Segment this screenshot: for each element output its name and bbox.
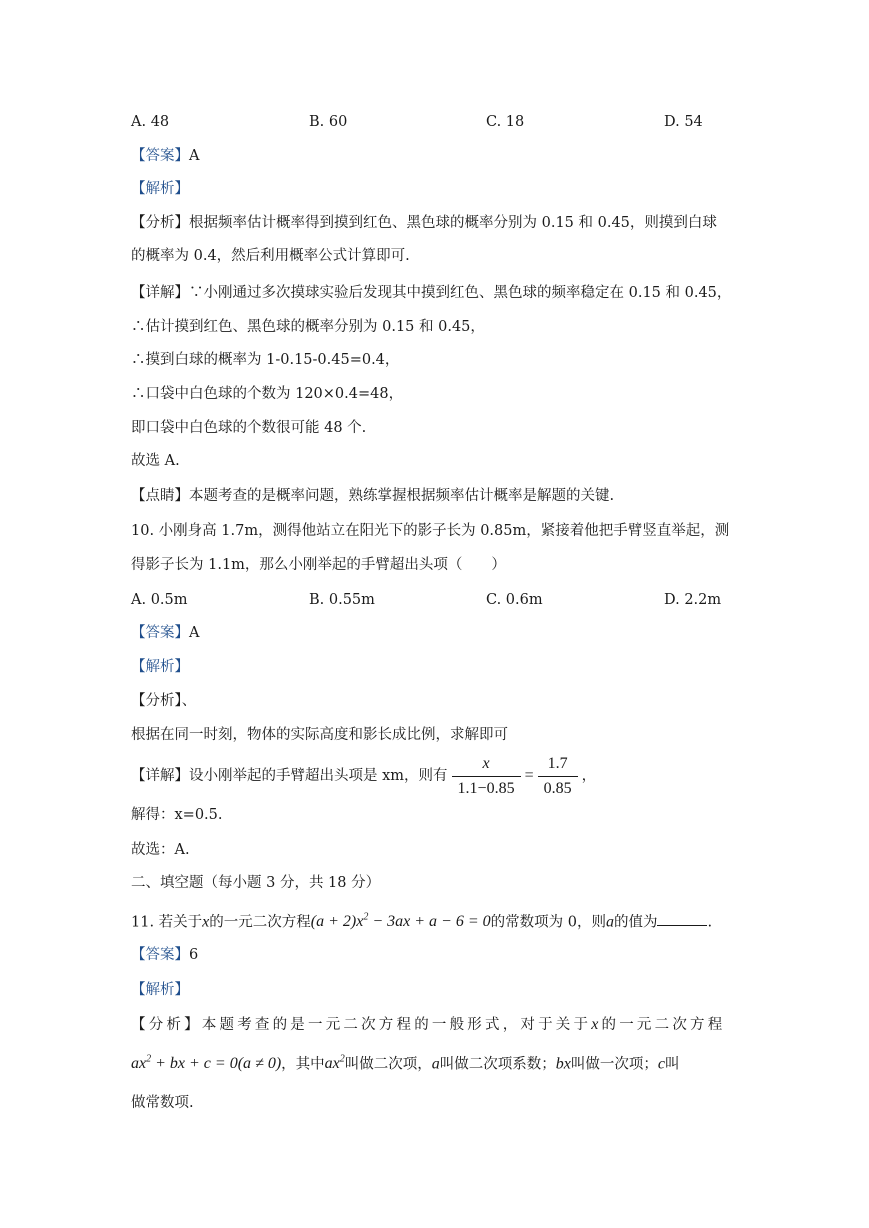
q10-analysis-heading — [131, 657, 189, 677]
eq-exponent: 2 — [363, 912, 369, 923]
gen-text-5: 叫 — [664, 1056, 680, 1073]
q11-fenxi-line3: 做常数项. — [131, 1095, 194, 1111]
frac1-denominator: 1.1−0.85 — [457, 779, 515, 797]
q10-option-a: A. 0.5m — [131, 592, 188, 608]
q10-stem-line2: 得影子长为 1.1m，那么小刚举起的手臂超出头项（ ） — [131, 557, 506, 573]
fenxi-text-b: 的一元二次方程 — [601, 1017, 726, 1033]
q9-step-4: 即口袋中白色球的个数很可能 48 个. — [131, 420, 367, 436]
fenxi-var-x: x — [591, 1016, 602, 1033]
dianjing-text: 本题考查的是概率问题，熟练掌握根据频率估计概率是解题的关键. — [189, 488, 615, 504]
q11-fenxi-line2 — [131, 1050, 679, 1074]
q9-option-d: D. 54 — [664, 114, 703, 130]
analysis-tag: 【解析】 — [131, 181, 189, 197]
gen-bx: bx — [555, 1055, 571, 1073]
q9-step-1: ∴估计摸到红色、黑色球的概率分别为 0.15 和 0.45， — [131, 319, 485, 335]
q10-fenxi-text: 根据在同一时刻，物体的实际高度和影长成比例，求解即可 — [131, 727, 508, 743]
q10-option-c: C. 0.6m — [486, 592, 543, 608]
equals-sign: = — [524, 767, 534, 784]
analysis-tag: 【解析】 — [131, 659, 189, 675]
general-equation — [131, 1055, 281, 1072]
q9-step-2: ∴摸到白球的概率为 1-0.15-0.45=0.4， — [131, 352, 400, 368]
q9-answer — [131, 146, 199, 166]
q9-analysis-heading — [131, 179, 189, 199]
gen-text-3: 叫做二次项系数； — [439, 1056, 556, 1073]
xiangjie-tag: 【详解】 — [131, 768, 189, 784]
analysis-tag: 【解析】 — [131, 982, 189, 998]
q9-fenxi-line1 — [131, 213, 717, 233]
frac2-numerator: 1.7 — [538, 754, 578, 777]
fenxi-text-a: 本题考查的是一元二次方程的一般形式，对于关于 — [201, 1017, 592, 1033]
q10-solve: 解得：x=0.5. — [131, 807, 223, 823]
fenxi-tag: 【分析】 — [131, 215, 189, 231]
answer-value: A — [189, 148, 200, 164]
q9-fenxi-line2: 的概率为 0.4，然后利用概率公式计算即可. — [131, 248, 410, 264]
q11-analysis-heading — [131, 980, 189, 1000]
answer-tag: 【答案】 — [131, 947, 189, 963]
answer-tag: 【答案】 — [131, 148, 189, 164]
gen-ax — [325, 1055, 345, 1072]
q9-option-a: A. 48 — [131, 114, 170, 130]
fenxi-tag: 【分析】 — [131, 1017, 202, 1033]
q11-prefix: 11. 若关于 — [131, 914, 203, 931]
answer-value: 6 — [189, 947, 199, 963]
gen-eq-part2: + bx + c = 0(a ≠ 0) — [151, 1055, 282, 1073]
gen-ax-exponent: 2 — [339, 1054, 345, 1065]
section-heading: 二、填空题（每小题 3 分，共 18 分） — [131, 875, 381, 891]
frac1-numerator: x — [452, 754, 521, 777]
q11-answer — [131, 945, 198, 965]
q11-suffix1: 的常数项为 0，则 — [490, 914, 606, 931]
q10-stem-line1: 10. 小刚身高 1.7m，测得他站立在阳光下的影子长为 0.85m，紧接着他把手臂竖直举起，测 — [131, 523, 730, 539]
frac2-denominator: 0.85 — [543, 779, 572, 797]
q11-fenxi-line1 — [131, 1015, 725, 1035]
comma: ， — [581, 768, 597, 784]
var-x: x — [202, 913, 210, 931]
q9-step-3: ∴口袋中白色球的个数为 120×0.4=48， — [131, 386, 404, 402]
gen-text-1: ，其中 — [281, 1056, 325, 1073]
q9-option-b: B. 60 — [309, 114, 348, 130]
dianjing-tag: 【点睛】 — [131, 488, 189, 504]
q11-suffix2: 的值为 — [613, 914, 658, 931]
eq-part1: (a + 2)x — [310, 913, 364, 931]
q10-xiangjie — [131, 752, 596, 800]
fenxi-tag: 【分析】 — [131, 693, 182, 709]
xiangjie-text: 设小刚举起的手臂超出头项是 xm，则有 — [189, 768, 448, 784]
q9-step-5: 故选 A. — [131, 453, 180, 469]
eq-part2: − 3ax + a − 6 = 0 — [368, 913, 491, 931]
answer-tag: 【答案】 — [131, 625, 189, 641]
xiangjie-tag: 【详解】 — [131, 285, 189, 301]
q11-end: . — [707, 914, 713, 931]
answer-blank — [657, 911, 707, 926]
gen-text-4: 叫做一次项； — [570, 1056, 658, 1073]
gen-c: c — [657, 1055, 665, 1073]
q10-option-d: D. 2.2m — [664, 592, 722, 608]
gen-eq-part1: ax — [131, 1055, 147, 1073]
q9-xiangjie-line1 — [131, 283, 731, 303]
gen-exponent: 2 — [146, 1054, 152, 1065]
q11-mid: 的一元二次方程 — [209, 914, 311, 931]
gen-ax-base: ax — [324, 1055, 340, 1073]
q10-option-b: B. 0.55m — [309, 592, 375, 608]
fenxi-suffix: 、 — [181, 693, 197, 709]
gen-a: a — [431, 1055, 440, 1073]
q9-dianjing — [131, 486, 614, 506]
q10-choose: 故选：A. — [131, 842, 190, 858]
answer-value: A — [189, 625, 200, 641]
var-a: a — [605, 913, 614, 931]
q10-answer — [131, 623, 199, 643]
fraction-x-over-diff — [452, 754, 521, 799]
q10-fenxi-heading — [131, 691, 196, 711]
xiangjie-text: ∵小刚通过多次摸球实验后发现其中摸到红色、黑色球的频率稳定在 0.15 和 0.45， — [189, 285, 732, 301]
fraction-height-over-shadow — [538, 754, 578, 799]
q11-stem — [131, 908, 712, 932]
gen-text-2: 叫做二次项， — [344, 1056, 432, 1073]
equation — [311, 913, 491, 930]
q9-option-c: C. 18 — [486, 114, 525, 130]
fenxi-text: 根据频率估计概率得到摸到红色、黑色球的概率分别为 0.15 和 0.45，则摸到白球 — [189, 215, 717, 231]
